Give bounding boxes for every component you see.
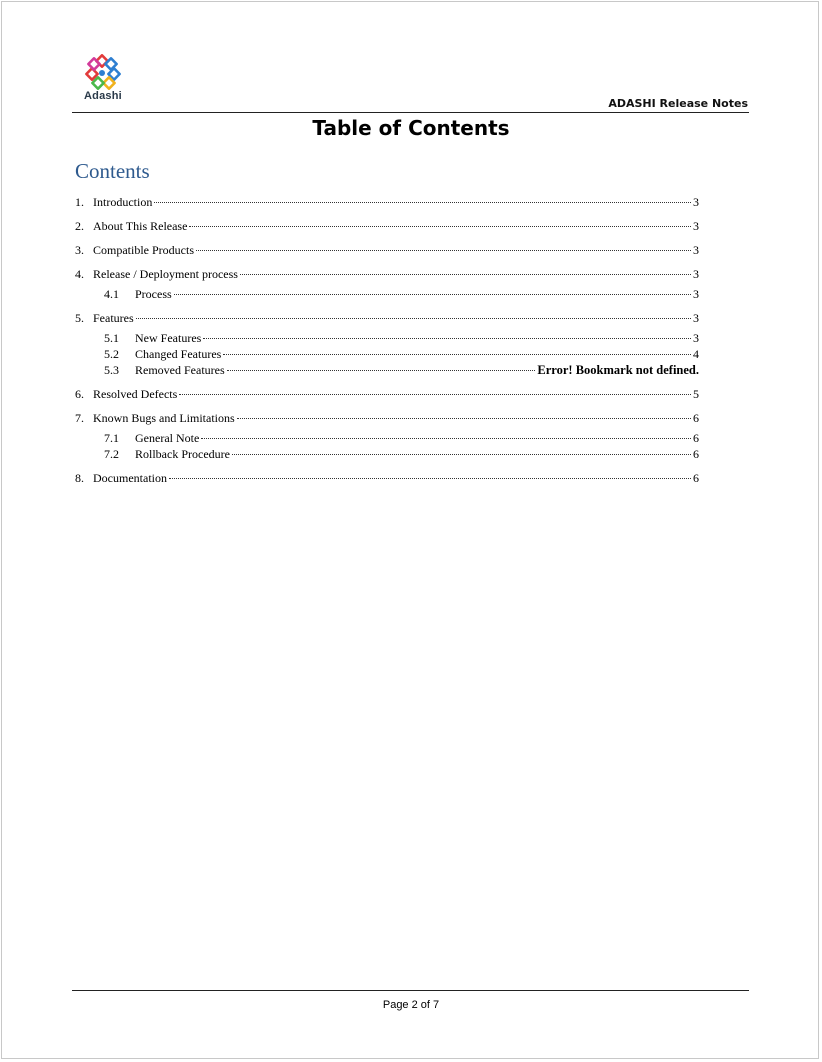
toc-entry[interactable] [104, 286, 699, 302]
toc-entry-number: 7. [75, 411, 84, 425]
toc-entry-page: 3 [693, 311, 699, 325]
toc-entry-page: 5 [693, 387, 699, 401]
header-document-title: ADASHI Release Notes [608, 97, 748, 110]
toc-dot-leader [174, 294, 691, 295]
toc-entry-label: Introduction [93, 195, 153, 209]
toc-entry-number: 5.1 [104, 331, 119, 345]
toc-entry-number: 4.1 [104, 287, 119, 301]
toc-entry[interactable] [104, 430, 699, 446]
toc-entry-label: General Note [135, 431, 200, 445]
toc-entry-label: Resolved Defects [93, 387, 178, 401]
toc-entry-number: 2. [75, 219, 84, 233]
toc-entry-page: 3 [693, 243, 699, 257]
logo-text: Adashi [84, 90, 122, 102]
toc-entry[interactable] [75, 218, 699, 234]
toc-entry[interactable] [75, 386, 699, 402]
toc-dot-leader [237, 418, 691, 419]
toc-entry[interactable] [104, 330, 699, 346]
toc-entry[interactable] [75, 470, 699, 486]
toc-entry-label: Known Bugs and Limitations [93, 411, 235, 425]
contents-title: Contents [75, 159, 150, 183]
toc-dot-leader [189, 226, 691, 227]
toc-entry-page: 3 [693, 287, 699, 301]
toc-entry-page: 6 [693, 411, 699, 425]
page-number: Page 2 of 7 [382, 999, 440, 1011]
toc-entry-page: 6 [693, 431, 699, 445]
toc-entry-number: 1. [75, 195, 84, 209]
toc-dot-leader [240, 274, 691, 275]
toc-entry-label: New Features [135, 331, 202, 345]
toc-dot-leader [179, 394, 691, 395]
toc-dot-leader [154, 202, 691, 203]
toc-entry[interactable] [104, 446, 699, 462]
footer-divider [72, 990, 749, 991]
toc-entry-label: Documentation [93, 471, 167, 485]
toc-entry-label: Compatible Products [93, 243, 194, 257]
toc-entry[interactable] [75, 266, 699, 282]
toc-entry-number: 7.2 [104, 447, 119, 461]
toc-dot-leader [227, 370, 536, 371]
toc-entry-page: 3 [693, 219, 699, 233]
toc-entry-page: 3 [693, 331, 699, 345]
toc-dot-leader [223, 354, 691, 355]
toc-entry[interactable] [75, 310, 699, 326]
toc-entry[interactable] [75, 410, 699, 426]
header-divider [72, 112, 749, 113]
toc-entry-number: 5.3 [104, 363, 119, 377]
toc-dot-leader [169, 478, 691, 479]
toc-entry-number: 8. [75, 471, 84, 485]
toc-entry-label: Features [93, 311, 134, 325]
toc-entry-label: Removed Features [135, 363, 225, 377]
toc-entry-number: 3. [75, 243, 84, 257]
toc-entry-label: About This Release [93, 219, 188, 233]
toc-entry-label: Rollback Procedure [135, 447, 230, 461]
toc-entry-number: 7.1 [104, 431, 119, 445]
toc-dot-leader [203, 338, 691, 339]
toc-dot-leader [196, 250, 691, 251]
toc-entry-page: 3 [693, 195, 699, 209]
toc-entry-label: Release / Deployment process [93, 267, 238, 281]
toc-dot-leader [136, 318, 691, 319]
toc-entry[interactable] [104, 362, 699, 378]
toc-dot-leader [232, 454, 691, 455]
toc-entry-number: 4. [75, 267, 84, 281]
toc-entry-number: 5.2 [104, 347, 119, 361]
toc-entry[interactable] [75, 242, 699, 258]
page-heading: Table of Contents [312, 116, 510, 140]
toc-dot-leader [201, 438, 691, 439]
toc-entry-page: 4 [693, 347, 699, 361]
toc-entry-number: 6. [75, 387, 84, 401]
toc-entry-page: 3 [693, 267, 699, 281]
toc-entry-label: Process [135, 287, 172, 301]
toc-entry-page: 6 [693, 447, 699, 461]
toc-entry-label: Changed Features [135, 347, 222, 361]
toc-entry-page: 6 [693, 471, 699, 485]
toc-entry[interactable] [104, 346, 699, 362]
toc-entry[interactable] [75, 194, 699, 210]
toc-entry-number: 5. [75, 311, 84, 325]
toc-entry-error-text: Error! Bookmark not defined. [537, 363, 699, 377]
